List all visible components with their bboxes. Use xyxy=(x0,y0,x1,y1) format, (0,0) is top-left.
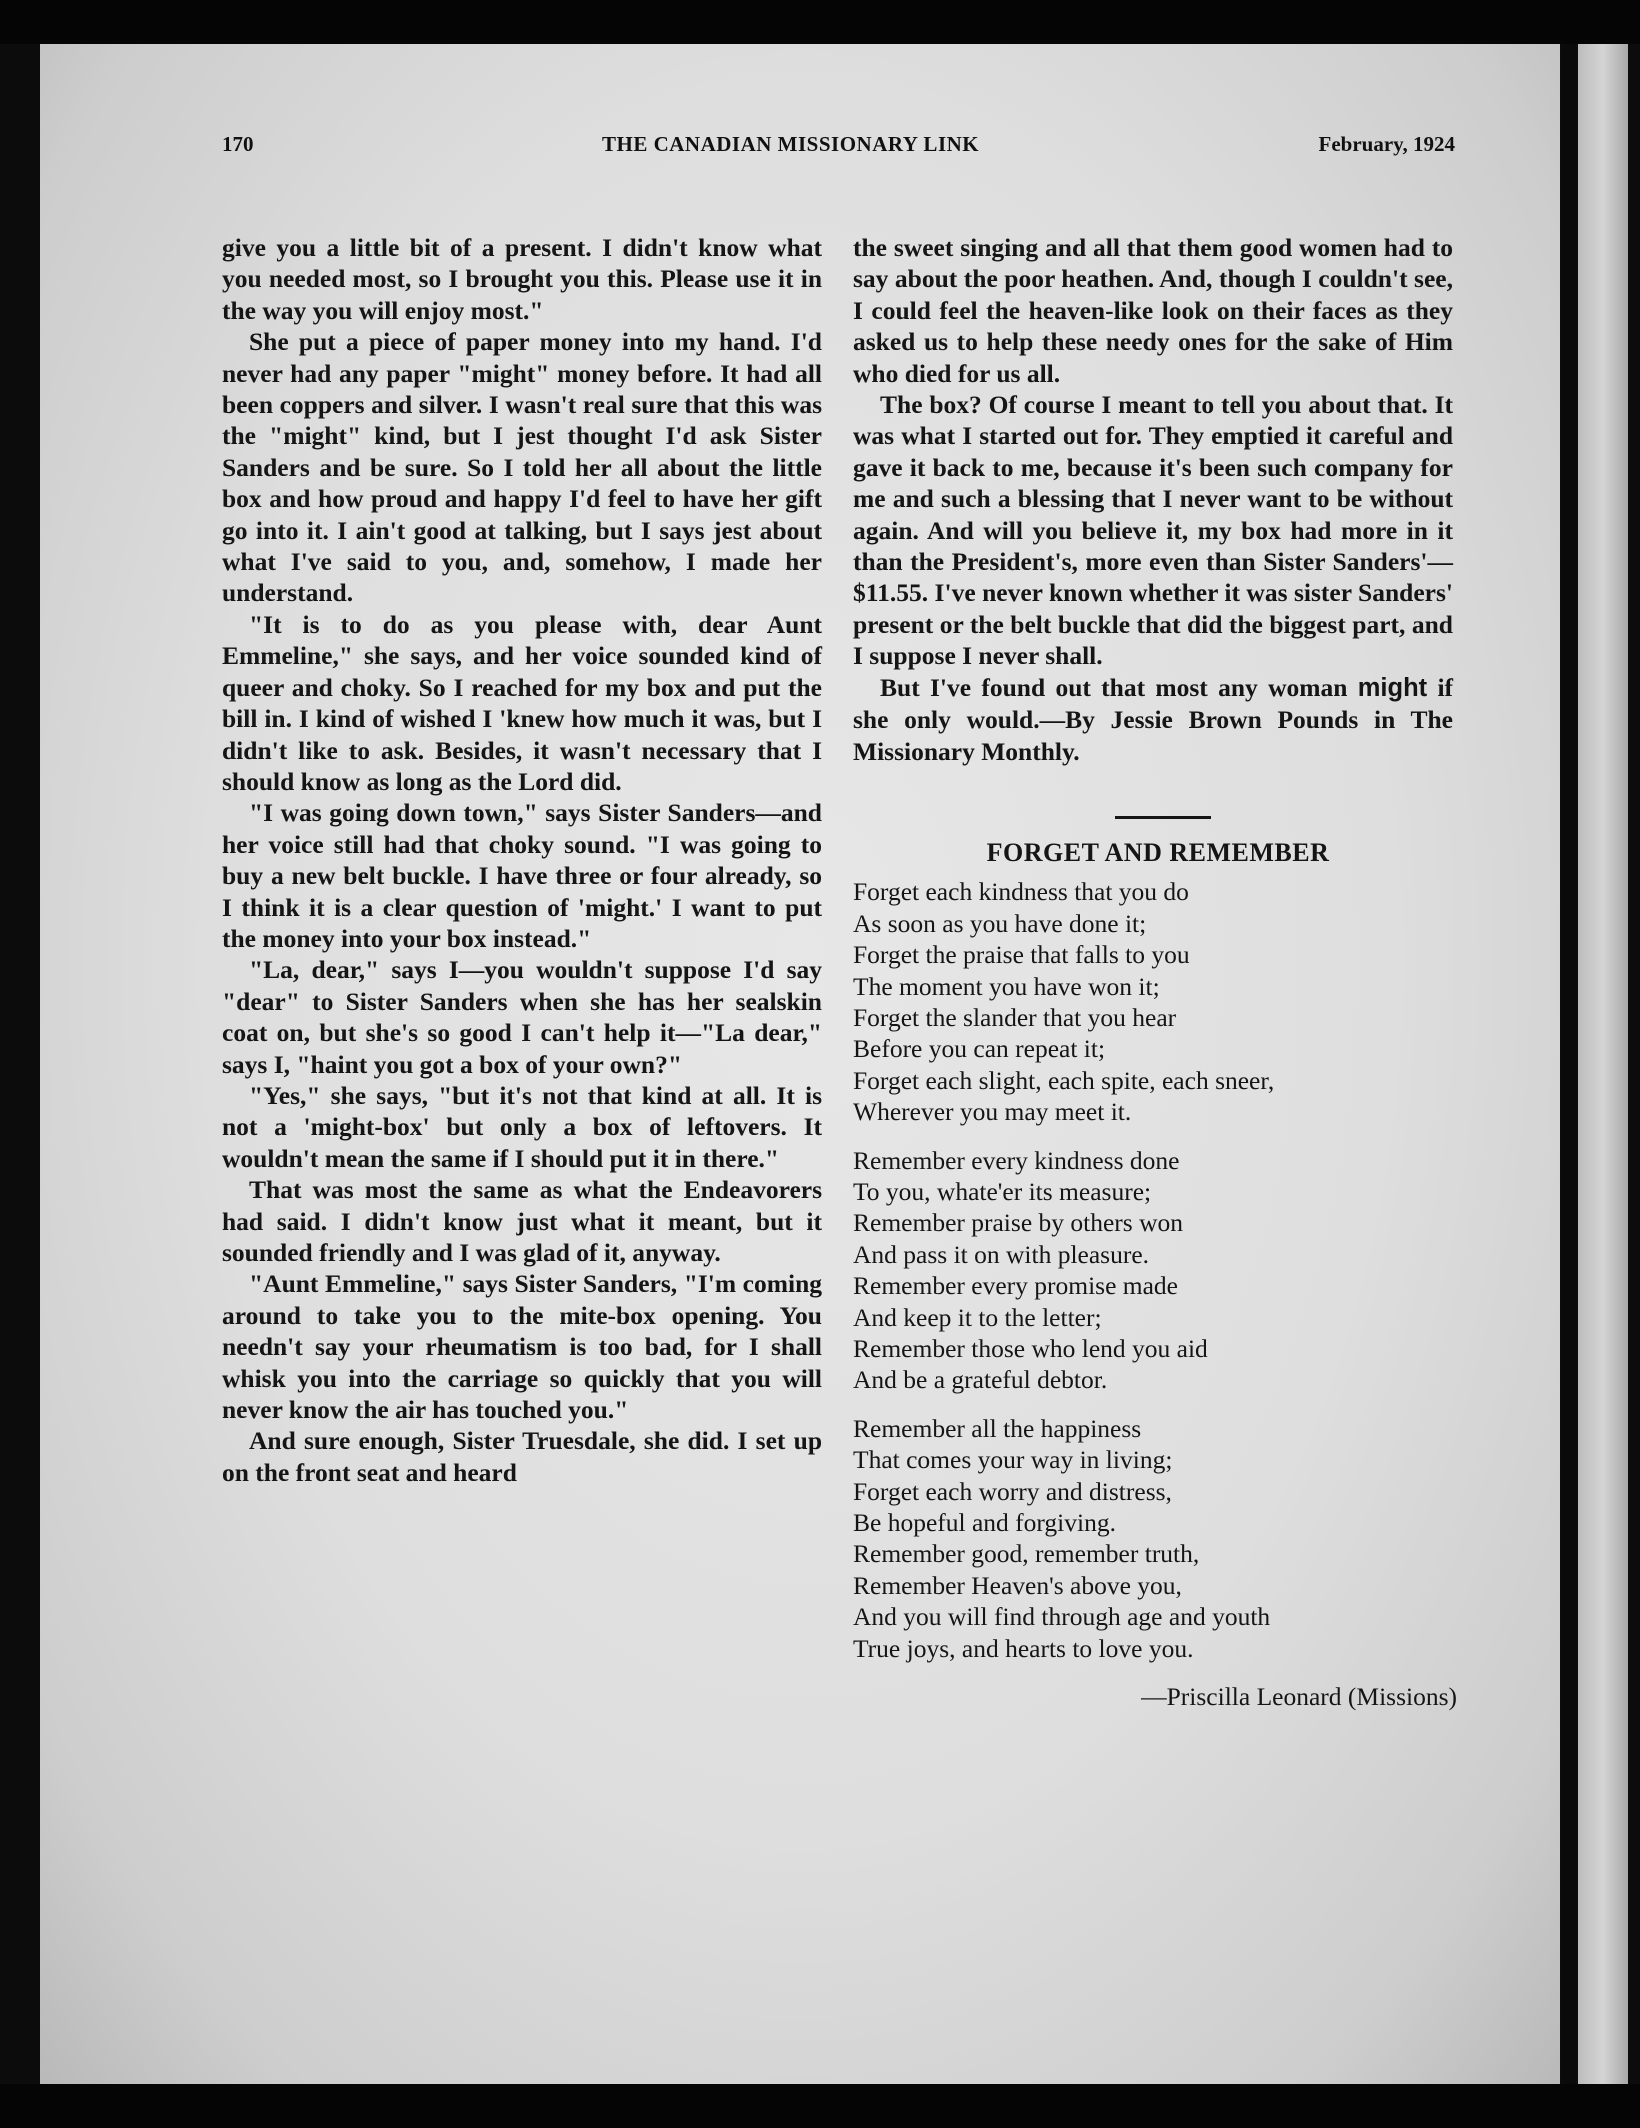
closing-paragraph xyxy=(853,672,1453,767)
poem-stanza xyxy=(853,1145,1453,1396)
poem-line: Remember every promise made xyxy=(853,1271,1179,1301)
poem-line: Remember good, remember truth, xyxy=(853,1539,1200,1569)
scan-border-top xyxy=(0,0,1640,44)
poem-credit: —Priscilla Leonard (Missions) xyxy=(1141,1682,1457,1712)
issue-date: February, 1924 xyxy=(1318,132,1455,156)
poem-line: That comes your way in living; xyxy=(853,1445,1173,1475)
poem-line: Remember all the happiness xyxy=(853,1413,1142,1443)
poem-line: To you, whate'er its measure; xyxy=(853,1176,1152,1206)
poem-line: Forget each kindness that you do xyxy=(853,877,1189,907)
paragraph: "Aunt Emmeline," says Sister Sanders, "I'm coming around to take you to the mite-box opening. You needn't say your rheumatism is too bad, for I shall whisk you into the carriage so quickly that you will never know the air has touched you." xyxy=(222,1269,822,1425)
paragraph: "La, dear," says I—you wouldn't suppose I'd say "dear" to Sister Sanders when she has her sealskin coat on, but she's so good I can't help it—"La dear," says I, "haint you got a box of your own?" xyxy=(222,955,822,1079)
section-divider xyxy=(1115,816,1211,819)
poem-stanza xyxy=(853,1413,1453,1664)
poem-line: Before you can repeat it; xyxy=(853,1034,1106,1064)
paragraph: the sweet singing and all that them good women had to say about the poor heathen. And, though I couldn't see, I could feel the heaven-like look on their faces as they asked us to help these needy ones for the sake of Him who died for us all. xyxy=(853,233,1453,388)
right-column xyxy=(853,232,1457,1712)
book-gutter xyxy=(1562,44,1576,2084)
poem-line: The moment you have won it; xyxy=(853,971,1160,1001)
poem-line: Forget the praise that falls to you xyxy=(853,940,1190,970)
poem-line: Forget the slander that you hear xyxy=(853,1002,1177,1032)
paragraph: "I was going down town," says Sister Sanders—and her voice still had that choky sound. "I was going to buy a new belt buckle. I have three or four already, so I think it is a clear question of 'might.' I want to put the money into your box instead." xyxy=(222,798,822,953)
running-head xyxy=(180,132,1455,172)
page-number: 170 xyxy=(222,132,254,156)
closing-text-start: But I've found out that most any woman xyxy=(880,672,1348,702)
scan-border-bottom xyxy=(0,2084,1640,2128)
poem-title: FORGET AND REMEMBER xyxy=(986,837,1330,867)
left-column xyxy=(222,232,822,1488)
poem-line: And you will find through age and youth xyxy=(853,1602,1271,1632)
facing-page-edge xyxy=(1578,44,1628,2084)
poem-stanza xyxy=(853,876,1453,1127)
paragraph: The box? Of course I meant to tell you about that. It was what I started out for. They emptied it careful and gave it back to me, because it's been such company for me and such a blessing that I never want to be without again. And will you believe it, my box had more in it than the President's, more even than Sister Sanders'—$11.55. I've never known whether it was sister Sanders' present or the belt buckle that did the biggest part, and I suppose I never shall. xyxy=(853,390,1453,671)
paragraph: "Yes," she says, "but it's not that kind at all. It is not a 'might-box' but only a box of leftovers. It wouldn't mean the same if I should put it in there." xyxy=(222,1080,822,1173)
poem-line: Forget each worry and distress, xyxy=(853,1476,1172,1506)
emphasized-word: might xyxy=(1357,673,1428,702)
poem-line: Wherever you may meet it. xyxy=(853,1097,1132,1127)
poem-line: True joys, and hearts to love you. xyxy=(853,1633,1194,1663)
poem-line: Remember praise by others won xyxy=(853,1208,1183,1238)
paragraph: give you a little bit of a present. I didn't know what you needed most, so I brought you this. Please use it in the way you will enjoy most." xyxy=(222,233,822,325)
paragraph: That was most the same as what the Endeavorers had said. I didn't know just what it meant, but it sounded friendly and I was glad of it, anyway. xyxy=(222,1175,822,1267)
poem-line: And pass it on with pleasure. xyxy=(853,1239,1150,1269)
closing-text-end: if she only would.—By Jessie Brown Pounds in The Missionary Monthly. xyxy=(853,672,1454,766)
poem-line: Be hopeful and forgiving. xyxy=(853,1508,1116,1538)
poem-line: And keep it to the letter; xyxy=(853,1302,1102,1332)
paragraph: She put a piece of paper money into my hand. I'd never had any paper "might" money before. It had all been coppers and silver. I wasn't real sure that this was the "might" kind, but I jest thought I'd ask Sister Sanders and be sure. So I told her all about the little box and how proud and happy I'd feel to have her gift go into it. I ain't good at talking, but I says jest about what I've said to you, and, somehow, I made her understand. xyxy=(222,327,822,608)
poem-line: And be a grateful debtor. xyxy=(853,1365,1108,1395)
poem-line: Remember Heaven's above you, xyxy=(853,1570,1182,1600)
paragraph: "It is to do as you please with, dear Aunt Emmeline," she says, and her voice sounded kind of queer and choky. So I reached for my box and put the bill in. I kind of wished I 'knew how much it was, but I didn't like to ask. Besides, it wasn't necessary that I should know as long as the Lord did. xyxy=(222,609,822,796)
poem-line: As soon as you have done it; xyxy=(853,908,1147,938)
journal-title: THE CANADIAN MISSIONARY LINK xyxy=(602,132,980,156)
paragraph: And sure enough, Sister Truesdale, she did. I set up on the front seat and heard xyxy=(222,1426,822,1487)
poem-line: Forget each slight, each spite, each sneer, xyxy=(853,1065,1275,1095)
poem-line: Remember every kindness done xyxy=(853,1145,1180,1175)
poem-line: Remember those who lend you aid xyxy=(853,1334,1208,1363)
poem xyxy=(853,876,1457,1712)
